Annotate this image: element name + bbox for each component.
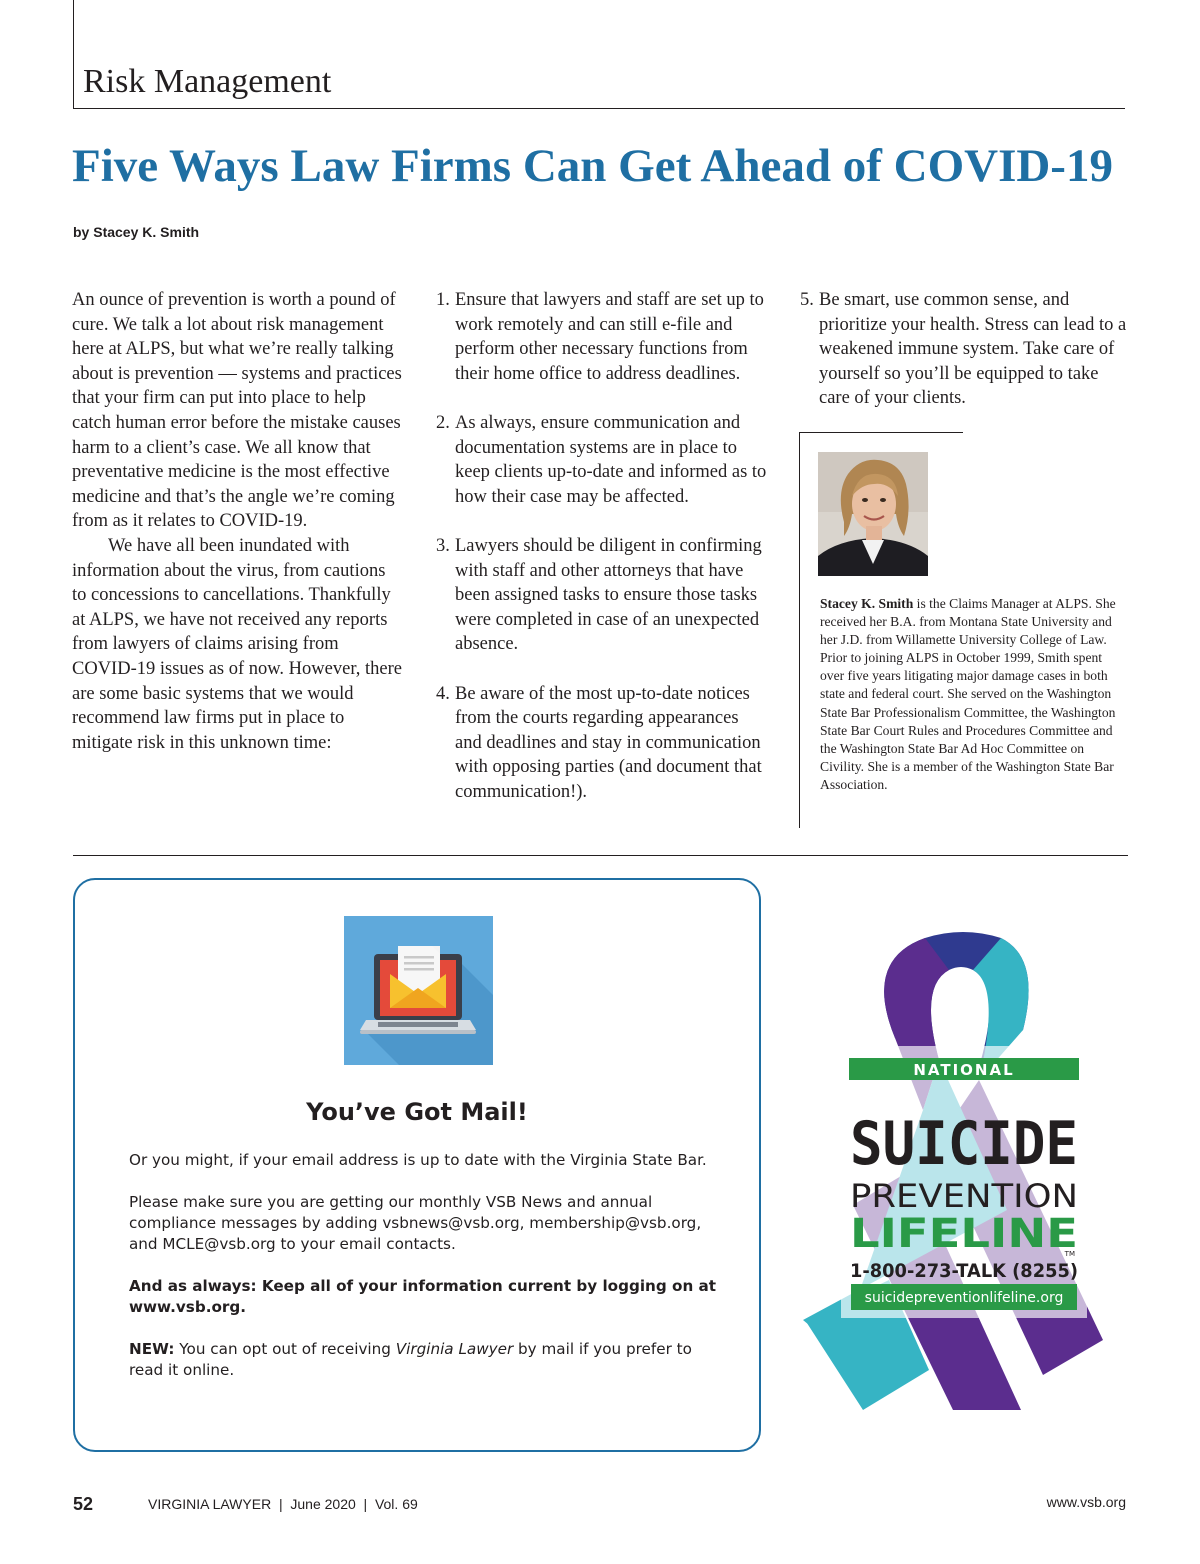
tip-item: [436, 411, 768, 509]
lifeline-national: NATIONAL: [913, 1061, 1015, 1079]
author-bio: [820, 595, 1116, 794]
publication-footer: VIRGINIA LAWYER | June 2020 | Vol. 69: [148, 1496, 418, 1512]
author-bio-text: is the Claims Manager at ALPS. She received her B.A. from Montana State University and her J.D. from Willamette University College of Law. Prior to joining ALPS in October 1999, Smith spent over five years litigating major damage cases in both state and federal court. She served on the Washington State Bar Professionalism Committee, the Washington State Bar Court Rules and Procedures Committee and the Washington State Bar Ad Hoc Committee on Civility. She is a member of the Washington State Bar Association.: [820, 596, 1116, 792]
suicide-prevention-lifeline-logo: [803, 920, 1123, 1410]
mail-notice-title: You’ve Got Mail!: [306, 1098, 528, 1126]
tip-text: Ensure that lawyers and staff are set up to work remotely and can still e-file and perform other necessary functions from their home office to address deadlines.: [455, 290, 764, 384]
lifeline-prevention: PREVENTION: [850, 1177, 1078, 1215]
byline: by Stacey K. Smith: [73, 224, 200, 240]
intro-paragraph: An ounce of prevention is worth a pound of cure. We talk a lot about risk management here at ALPS, but what we’re really talking about is prevention — systems and practices that your firm can put into place to help catch human error before the mistake causes harm to a client’s case. We all know that preventative medicine is the most effective medicine and that’s the angle we’re coming from as it relates to COVID-19.: [72, 290, 402, 532]
publication-name: Virginia Lawyer: [395, 1340, 514, 1358]
lifeline-suicide: SUICIDE: [850, 1109, 1078, 1179]
intro-column: [72, 288, 404, 755]
author-portrait-icon: [818, 452, 928, 576]
tips-column-right: [800, 288, 1130, 436]
tip-text: Lawyers should be diligent in confirming with staff and other attorneys that have been assigned tasks to ensure those tasks were completed in case of an unexpected absence.: [455, 535, 762, 655]
tip-item: [436, 534, 768, 657]
lifeline-trademark: TM: [1064, 1250, 1075, 1258]
article-headline: Five Ways Law Firms Can Get Ahead of COVID-19: [72, 140, 1113, 192]
mail-paragraph-emphasis: And as always: Keep all of your information current by logging on at www.vsb.org.: [129, 1277, 717, 1316]
mail-notice-body: [129, 1150, 719, 1402]
tip-item: [800, 288, 1130, 411]
author-name: Stacey K. Smith: [820, 596, 914, 611]
lifeline-url: suicidepreventionlifeline.org: [864, 1290, 1064, 1306]
new-label: NEW:: [129, 1340, 175, 1358]
tip-text: Be aware of the most up-to-date notices from the courts regarding appearances and deadlines and stay in communication with opposing parties (and document that communication!).: [455, 683, 762, 802]
tip-text: As always, ensure communication and documentation systems are in place to keep clients up-to-date and informed as to how their case may be affected.: [455, 412, 767, 507]
mail-paragraph: Please make sure you are getting our monthly VSB News and annual compliance messages by adding vsbnews@vsb.org, membership@vsb.org, and MCLE@vsb.org to your email contacts.: [129, 1193, 702, 1253]
lifeline-phone: 1-800-273-TALK (8255): [850, 1260, 1078, 1282]
mail-text: by mail if you prefer to read it online.: [129, 1340, 692, 1379]
mail-text: You can opt out of receiving: [174, 1340, 396, 1358]
mail-paragraph-new: [129, 1339, 719, 1381]
section-rule-vertical: [73, 0, 74, 108]
awareness-ribbon-icon: [803, 920, 1123, 1410]
tip-number: 4.: [436, 683, 450, 704]
tip-number: 3.: [436, 535, 450, 556]
bio-rule-vertical: [799, 432, 800, 828]
tip-number: 1.: [436, 290, 450, 310]
intro-paragraph: We have all been inundated with information about the virus, from cautions to concessions to cancellations. Thankfully at ALPS, we have not received any reports from lawyers of claims arising from COVID-19 issues as of now. However, there are some basic systems that we would recommend law firms put in place to mitigate risk in this unknown time:: [72, 535, 402, 753]
page-divider: [73, 855, 1128, 856]
mail-paragraph: Or you might, if your email address is up to date with the Virginia State Bar.: [129, 1151, 707, 1169]
bio-rule-horizontal: [799, 432, 963, 433]
tip-number: 2.: [436, 412, 450, 433]
tip-item: [436, 682, 768, 805]
author-photo: [818, 452, 928, 576]
section-rule-horizontal: [73, 108, 1125, 109]
tip-text: Be smart, use common sense, and prioritize your health. Stress can lead to a weakened immune system. Take care of yourself so you’ll be equipped to take care of your clients.: [819, 290, 1127, 409]
tips-column: [436, 288, 768, 829]
laptop-mail-icon: [344, 916, 493, 1065]
section-title: Risk Management: [83, 63, 332, 100]
lifeline-lifeline: LIFELINE: [850, 1211, 1078, 1257]
tip-item: [436, 288, 768, 386]
page-number: 52: [73, 1494, 94, 1514]
footer-url: www.vsb.org: [1046, 1494, 1126, 1510]
tip-number: 5.: [800, 290, 814, 310]
